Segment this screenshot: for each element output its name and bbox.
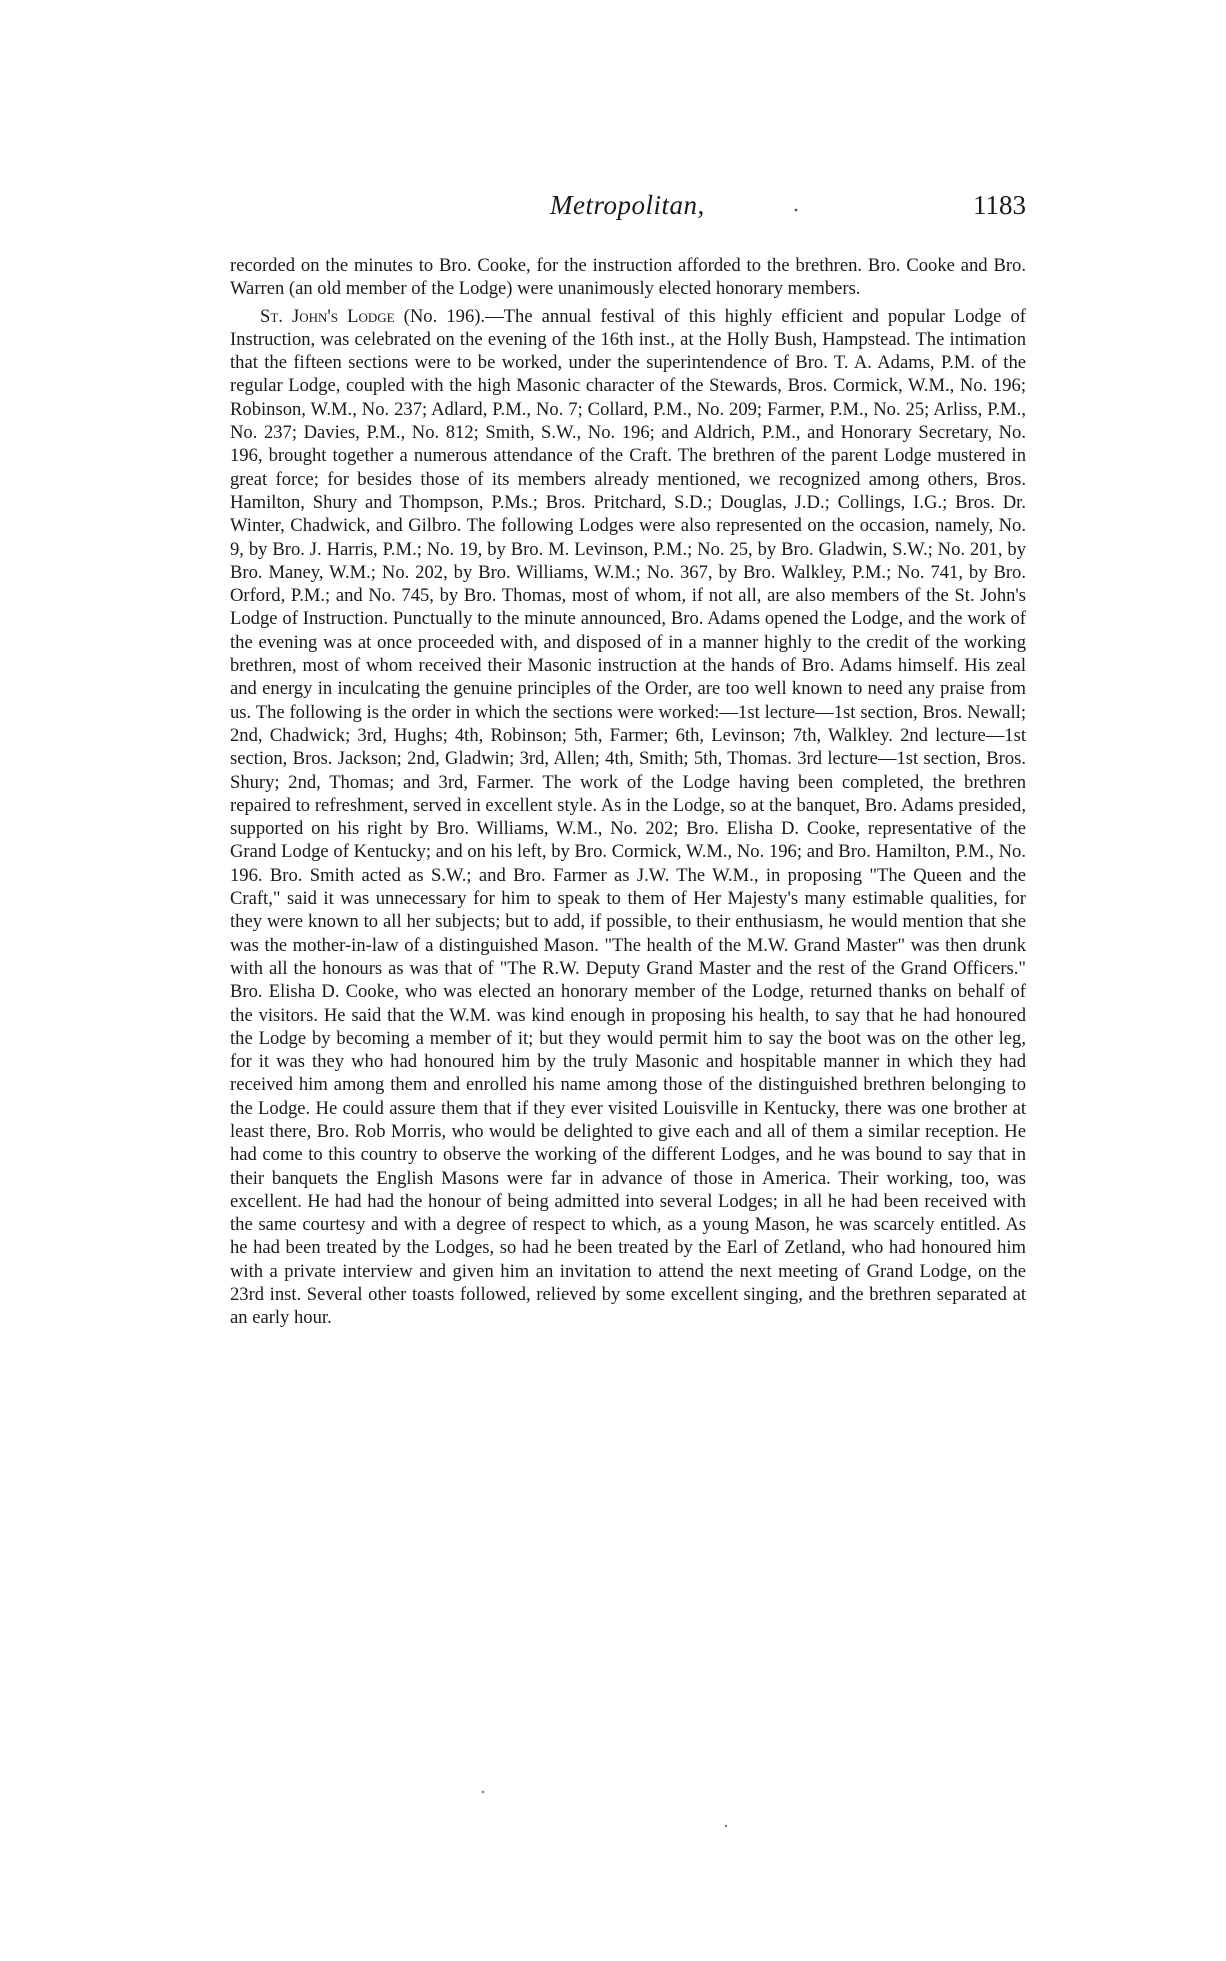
running-title: Metropolitan, [550, 190, 705, 220]
paragraph-continuation: recorded on the minutes to Bro. Cooke, for the instruction afforded to the brethren. Bro. Cooke and Bro. Warren (an old member of the Lodge) were unanimously elected honorary members. [230, 255, 1026, 300]
page-number: 1183 [973, 190, 1026, 220]
ink-speck [482, 1791, 484, 1793]
ink-speck [795, 209, 798, 212]
ink-speck [725, 1825, 727, 1827]
paragraph-body-text: (No. 196).—The annual festival of this highly efficient and popular Lodge of Instruction, was celebrated on the evening of the 16th inst., at the Holly Bush, Hampstead. The intimation that the fifteen sections were to be worked, under the superintendence of Bro. T. A. Adams, P.M. of the regular Lodge, coupled with the high Masonic character of the Stewards, Bros. Cormick, W.M., No. 196; Robinson, W.M., No. 237; Adlard, P.M., No. 7; Collard, P.M., No. 209; Farmer, P.M., No. 25; Arliss, P.M., No. 237; Davies, P.M., No. 812; Smith, S.W., No. 196; and Aldrich, P.M., and Honorary Secretary, No. 196, brought together a numerous attendance of the Craft. The brethren of the parent Lodge mustered in great force; for besides those of its members already mentioned, we recognized among others, Bros. Hamilton, Shury and Thompson, P.Ms.; Bros. Pritchard, S.D.; Douglas, J.D.; Collings, I.G.; Bros. Dr. Winter, Chadwick, and Gilbro. The following Lodges were also represented on the occasion, namely, No. 9, by Bro. J. Harris, P.M.; No. 19, by Bro. M. Levinson, P.M.; No. 25, by Bro. Gladwin, S.W.; No. 201, by Bro. Maney, W.M.; No. 202, by Bro. Williams, W.M.; No. 367, by Bro. Walkley, P.M.; No. 741, by Bro. Orford, P.M.; and No. 745, by Bro. Thomas, most of whom, if not all, are also members of the St. John's Lodge of Instruction. Punctually to the minute announced, Bro. Adams opened the Lodge, and the work of the evening was at once proceeded with, and disposed of in a manner highly to the credit of the working brethren, most of whom received their Masonic instruction at the hands of Bro. Adams himself. His zeal and energy in inculcating the genuine principles of the Order, are too well known to need any praise from us. The following is the order in which the sections were worked:—1st lecture—1st section, Bros. Newall; 2nd, Chadwick; 3rd, Hughs; 4th, Robinson; 5th, Farmer; 6th, Levinson; 7th, Walkley. 2nd lecture—1st section, Bros. Jackson; 2nd, Gladwin; 3rd, Allen; 4th, Smith; 5th, Thomas. 3rd lecture—1st section, Bros. Shury; 2nd, Thomas; and 3rd, Farmer. The work of the Lodge having been completed, the brethren repaired to refreshment, served in excellent style. As in the Lodge, so at the banquet, Bro. Adams presided, supported on his right by Bro. Williams, W.M., No. 202; Bro. Elisha D. Cooke, representative of the Grand Lodge of Kentucky; and on his left, by Bro. Cormick, W.M., No. 196; and Bro. Hamilton, P.M., No. 196. Bro. Smith acted as S.W.; and Bro. Farmer as J.W. The W.M., in proposing "The Queen and the Craft," said it was unnecessary for him to speak to them of Her Majesty's many estimable qualities, for they were known to all her subjects; but to add, if possible, to their enthusiasm, he would mention that she was the mother-in-law of a distinguished Mason. "The health of the M.W. Grand Master" was then drunk with all the honours as was that of "The R.W. Deputy Grand Master and the rest of the Grand Officers." Bro. Elisha D. Cooke, who was elected an honorary member of the Lodge, returned thanks on behalf of the visitors. He said that the W.M. was kind enough in proposing his health, to say that he had honoured the Lodge by becoming a member of it; but they would permit him to say the boot was on the other leg, for it was they who had honoured him by the truly Masonic and hospitable manner in which they had received him among them and enrolled his name among those of the distinguished brethren belonging to the Lodge. He could assure them that if they ever visited Louisville in Kentucky, there was one brother at least there, Bro. Rob Morris, who would be delighted to give each and all of them a similar reception. He had come to this country to observe the working of the different Lodges, and he was bound to say that in their banquets the English Masons were far in advance of those in America. Their working, too, was excellent. He had had the honour of being admitted into several Lodges; in all he had been received with the same courtesy and with a degree of respect to which, as a young Mason, he was scarcely entitled. As he had been treated by the Lodges, so had he been treated by the Earl of Zetland, who had honoured him with a private interview and given him an invitation to attend the next meeting of Grand Lodge, on the 23rd inst. Several other toasts followed, relieved by some excellent singing, and the brethren separated at an early hour. [230, 305, 1026, 1329]
section-lead-heading: St. John's Lodge [260, 305, 395, 327]
